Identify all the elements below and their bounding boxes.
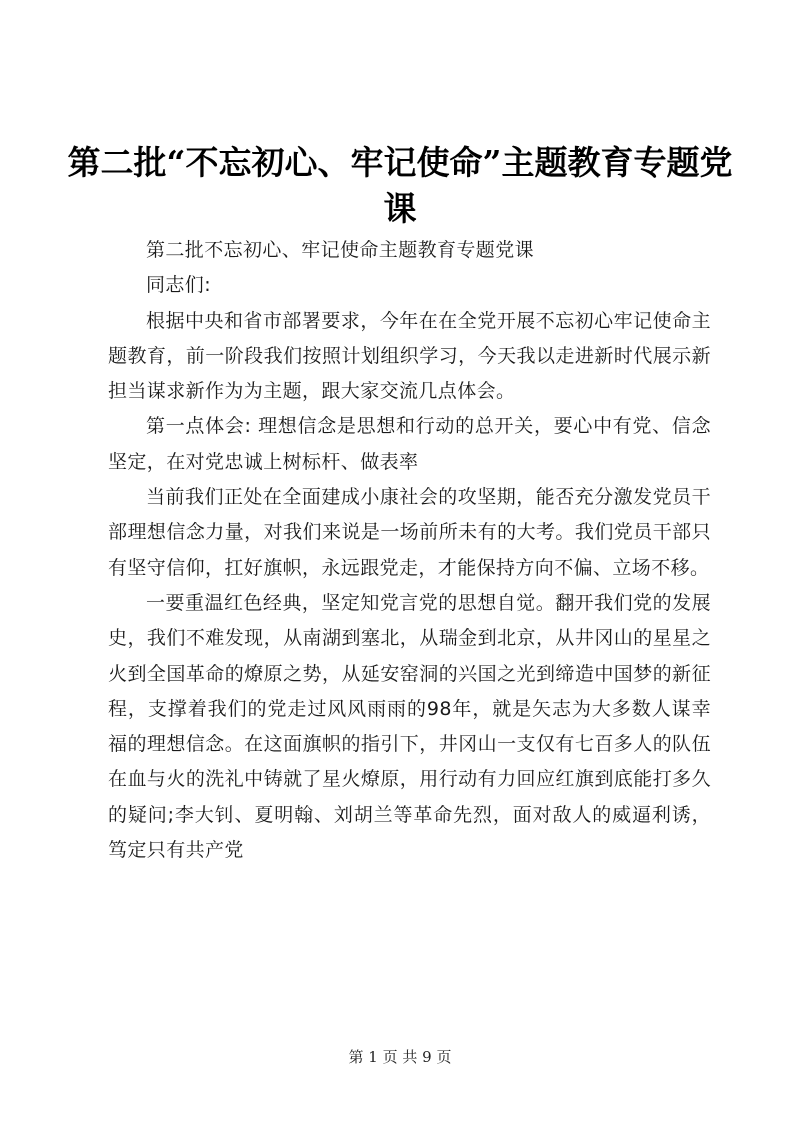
body-paragraph: 第一点体会: 理想信念是思想和行动的总开关，要心中有党、信念坚定，在对党忠诚上树标杆、做表率	[108, 415, 711, 473]
page-number-footer: 第 1 页 共 9 页	[348, 1048, 452, 1066]
body-paragraph: 当前我们正处在全面建成小康社会的攻坚期，能否充分激发党员干部理想信念力量，对我们来说是一场前所未有的大考。我们党员干部只有坚守信仰，扛好旗帜，永远跟党走，才能保持方向不偏、立场不移。	[108, 486, 711, 579]
document-title: 第二批“不忘初心、牢记使命”主题教育专题党课	[67, 143, 733, 228]
subtitle-paragraph: 第二批不忘初心、牢记使命主题教育专题党课	[146, 239, 535, 261]
body-paragraph: 一要重温红色经典，坚定知党言党的思想自觉。翻开我们党的发展史，我们不难发现，从南湖到塞北，从瑞金到北京，从井冈山的星星之火到全国革命的燎原之势，从延安窑洞的兴国之光到缔造中国梦的新征程，支撑着我们的党走过风风雨雨的98年，就是矢志为大多数人谋幸福的理想信念。在这面旗帜的指引下，井冈山一支仅有七百多人的队伍在血与火的洗礼中铸就了星火燎原，用行动有力回应红旗到底能打多久的疑问;李大钊、夏明翰、刘胡兰等革命先烈，面对敌人的威逼利诱，笃定只有共产党	[108, 591, 711, 862]
salutation-paragraph: 同志们:	[146, 274, 212, 297]
document-body	[108, 233, 711, 868]
body-paragraph: 根据中央和省市部署要求，今年在在全党开展不忘初心牢记使命主题教育，前一阶段我们按照计划组织学习，今天我以走进新时代展示新担当谋求新作为为主题，跟大家交流几点体会。	[108, 309, 711, 403]
